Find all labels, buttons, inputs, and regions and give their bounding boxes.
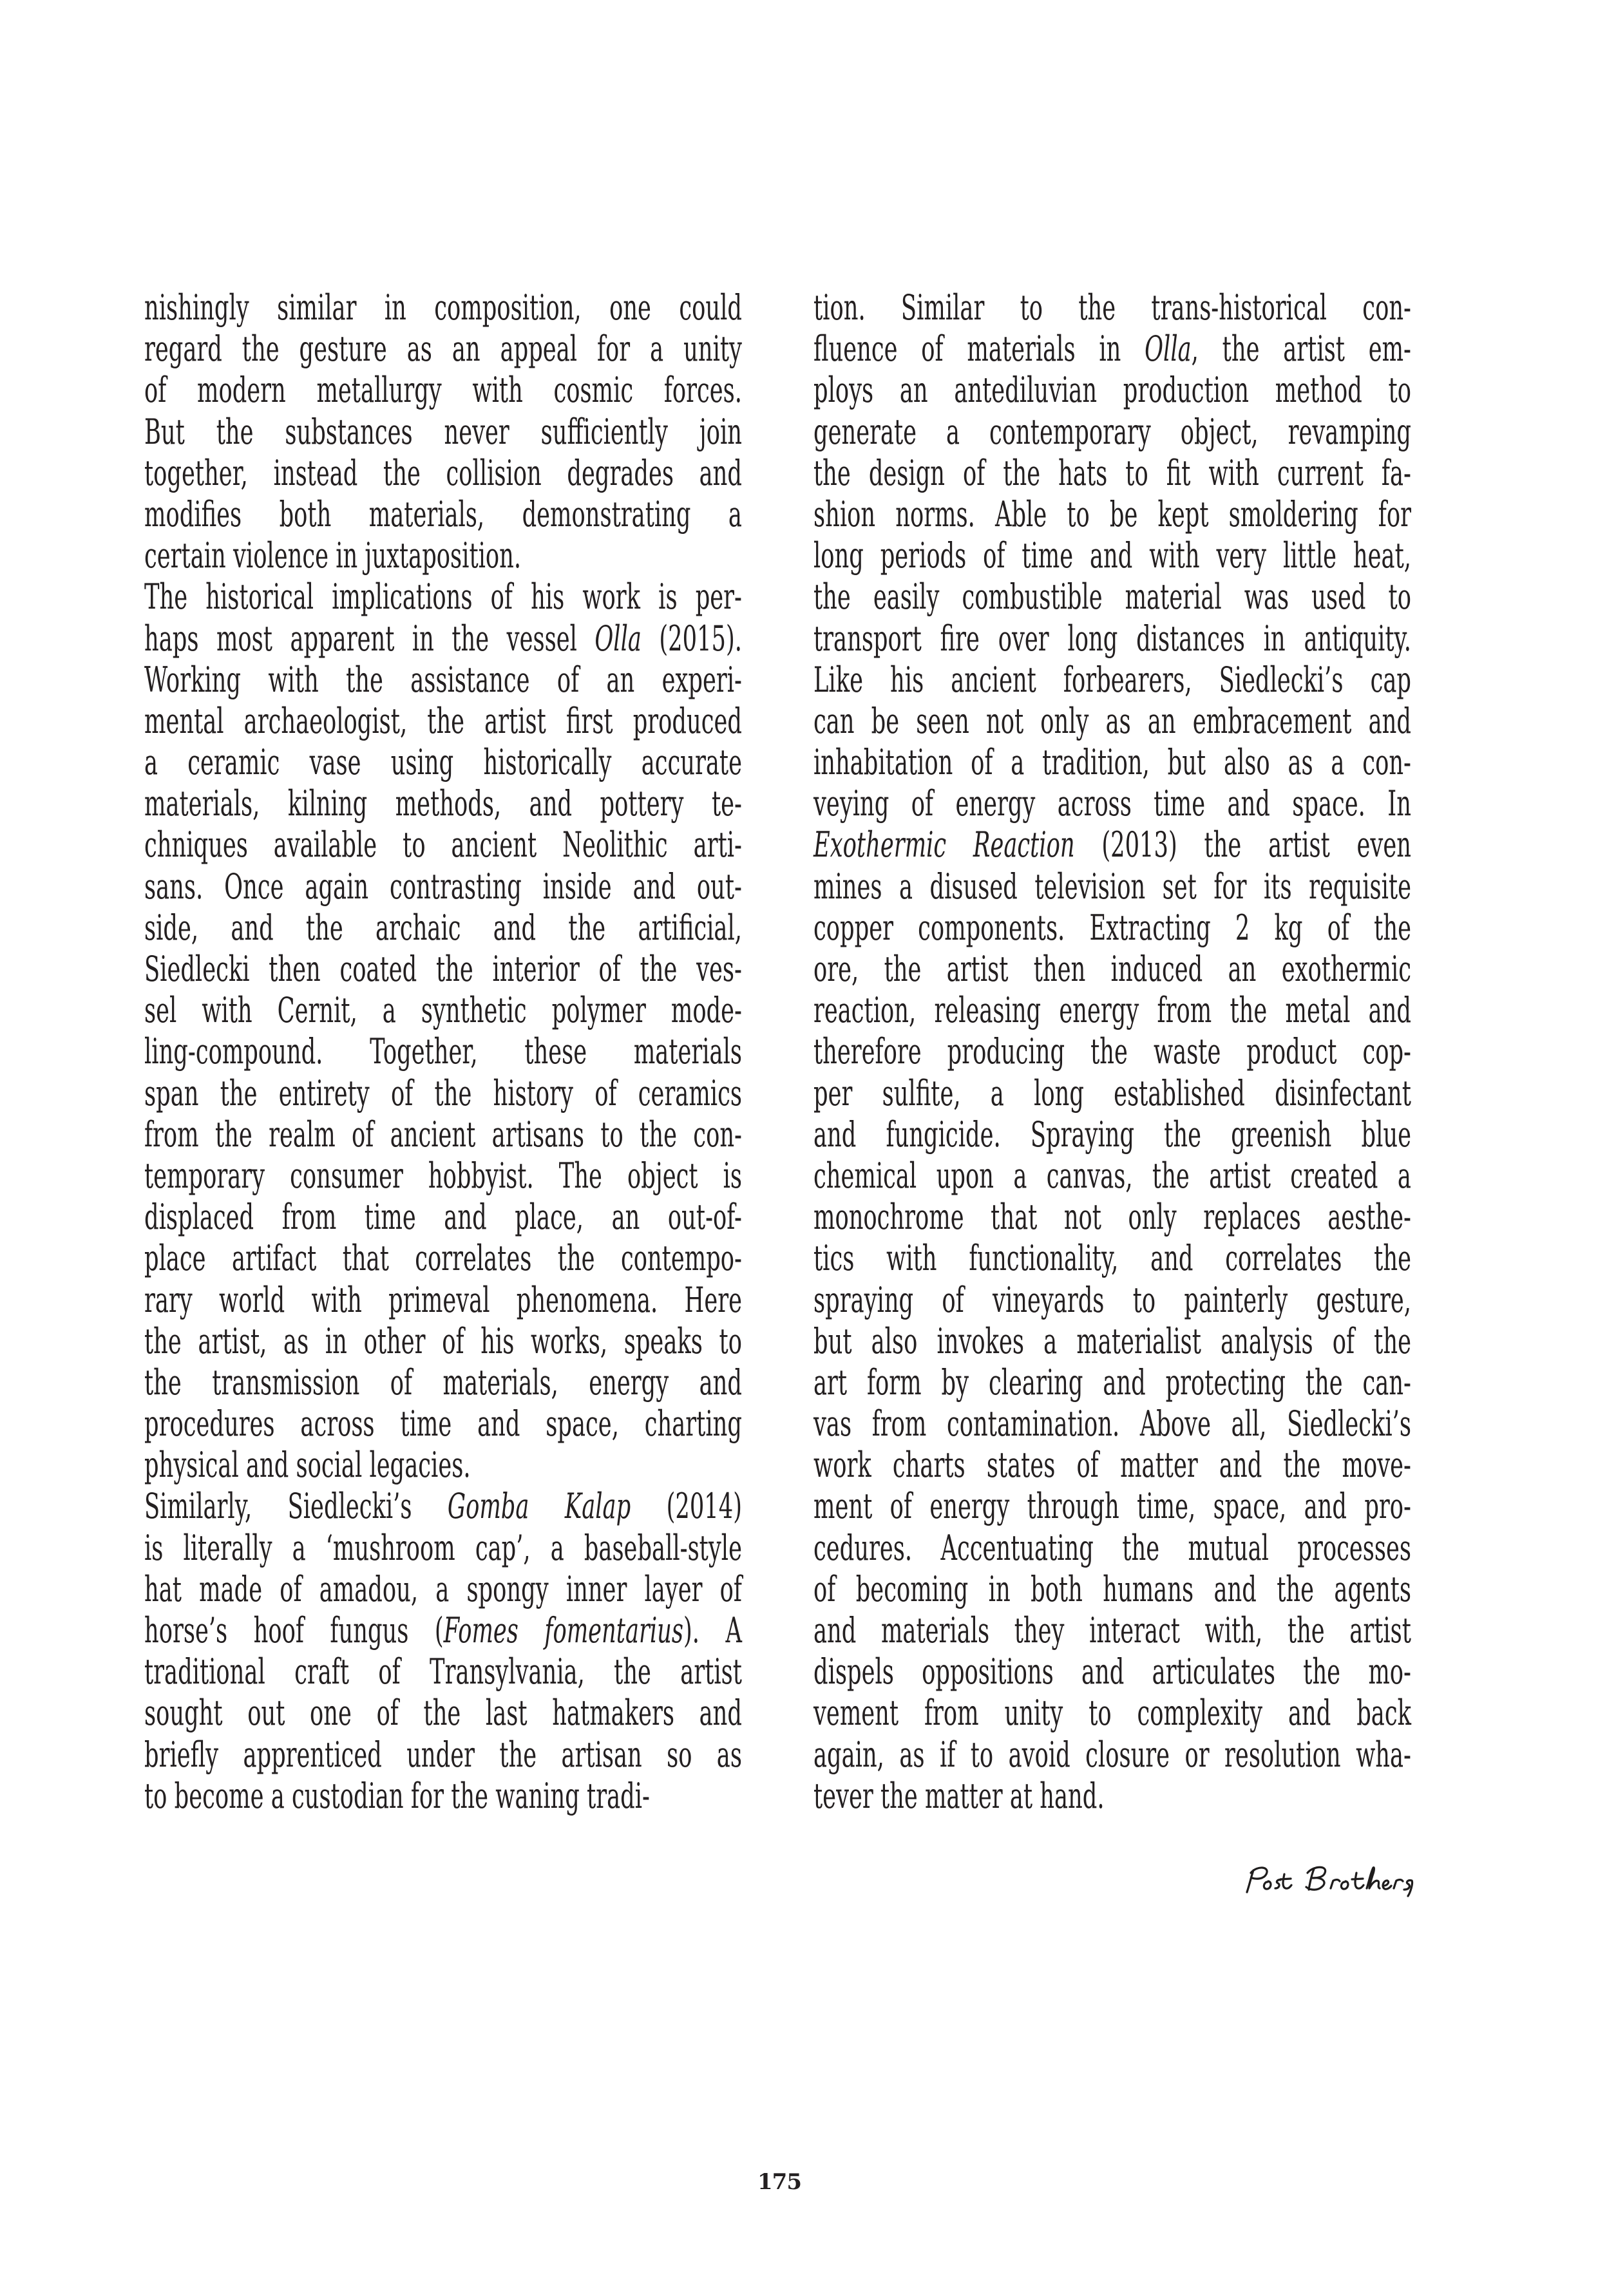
text-run: spraying of vineyards to painterly gesture, [813,1279,1411,1320]
text-run: copper components. Extracting 2 kg of the [813,907,1411,948]
text-run: physical and social legacies. [144,1445,471,1486]
text-run: sel with Cernit, a synthetic polymer mode- [144,990,742,1031]
text-run: procedures across time and space, charting [144,1403,742,1445]
text-run: ). A [683,1610,742,1651]
text-line [144,1528,742,1569]
text-run: cedures. Accentuating the mutual processes [813,1527,1411,1568]
text-line [813,576,1411,618]
text-run: horse’s hoof fungus ( [144,1610,444,1651]
text-run: span the entirety of the history of ceramics [144,1072,742,1114]
text-line [144,1114,742,1155]
text-run: tion. Similar to the trans-historical con- [813,287,1411,328]
text-run: chemical upon a canvas, the artist created a [813,1155,1411,1196]
text-line [144,1734,742,1776]
text-run: But the substances never sufficiently join [144,411,742,452]
text-run: tics with functionality, and correlates the [813,1238,1411,1279]
text-run: art form by clearing and protecting the can- [813,1361,1411,1403]
text-line [144,1569,742,1610]
text-line [813,1114,1411,1155]
text-run: mental archaeologist, the artist first produced [144,700,742,741]
text-line [813,1528,1411,1569]
text-run: place artifact that correlates the contempo- [144,1238,742,1279]
text-run: The historical implications of his work is per- [144,576,742,618]
text-line [813,535,1411,576]
text-run: dispels oppositions and articulates the mo- [813,1651,1411,1693]
text-run: Siedlecki then coated the interior of the ves- [144,949,742,989]
text-run: the easily combustible material was used to [813,576,1411,618]
text-line [144,370,742,411]
text-line [144,659,742,701]
text-line [813,618,1411,659]
text-run: tever the matter at hand. [813,1775,1105,1816]
text-line [813,1197,1411,1238]
text-line [813,1155,1411,1197]
text-run: is literally a ‘mushroom cap’, a baseball-style [144,1527,742,1568]
text-run: generate a contemporary object, revamping [813,411,1411,452]
signature-script-icon [1242,1860,1416,1899]
text-column-right [813,287,1607,1817]
text-run: of modern metallurgy with cosmic forces. [144,370,742,411]
text-run: of becoming in both humans and the agents [813,1568,1411,1609]
text-line [813,494,1411,535]
text-line [813,1362,1411,1403]
text-run: veying of energy across time and space. In [813,783,1411,824]
text-line [813,1651,1411,1693]
text-run: traditional craft of Transylvania, the artist [144,1651,742,1693]
text-run: (2013) the artist even [1074,824,1411,866]
text-run: long periods of time and with very little heat, [813,535,1411,576]
text-run: mines a disused television set for its requisite [813,866,1411,907]
text-line [144,412,742,453]
text-line [144,949,742,990]
text-line [144,866,742,907]
text-line [144,1280,742,1321]
text-line [144,1197,742,1238]
text-line [144,1155,742,1197]
text-line [813,287,1411,328]
author-signature [1242,1860,1416,1899]
text-run: shion norms. Able to be kept smoldering for [813,493,1411,535]
text-run: certain violence in juxtaposition. [144,535,522,576]
text-line [813,907,1411,949]
text-run: (2015). [641,618,742,659]
text-run: sought out one of the last hatmakers and [144,1693,742,1734]
text-line [813,1776,1411,1817]
text-line [144,1073,742,1114]
text-run: side, and the archaic and the artificial, [144,907,742,948]
text-run: can be seen not only as an embracement and [813,700,1411,741]
text-line [144,1403,742,1445]
text-run: but also invokes a materialist analysis of the [813,1320,1411,1361]
text-line [813,1403,1411,1445]
text-run: modifies both materials, demonstrating a [144,493,742,535]
text-line [144,990,742,1031]
text-run: a ceramic vase using historically accurate [144,742,742,783]
text-run: from the realm of ancient artisans to the con- [144,1114,742,1155]
text-run: vas from contamination. Above all, Siedlecki’s [813,1403,1411,1445]
text-line [813,1486,1411,1527]
text-run: Similarly, Siedlecki’s [144,1486,448,1527]
text-line [813,1031,1411,1072]
text-line [144,453,742,494]
text-run: ploys an antediluvian production method to [813,370,1411,411]
text-run: ling-compound. Together, these materials [144,1031,742,1072]
text-line [144,1238,742,1279]
text-line [813,866,1411,907]
text-run: to become a custodian for the waning tradi- [144,1775,650,1816]
text-line [813,659,1411,701]
text-run: therefore producing the waste product cop- [813,1031,1411,1072]
italic-title: Olla [1145,328,1192,370]
text-run: ore, the artist then induced an exothermic [813,949,1411,989]
text-run: per sulfite, a long established disinfectant [813,1072,1411,1114]
text-run: and fungicide. Spraying the greenish blue [813,1114,1411,1155]
text-line [144,328,742,370]
italic-title: Exothermic Reaction [813,824,1075,866]
text-line [144,1031,742,1072]
text-line [813,370,1411,411]
text-line [144,494,742,535]
text-line [144,783,742,824]
text-line [813,1073,1411,1114]
text-line [813,783,1411,824]
text-run: nishingly similar in composition, one could [144,287,742,328]
text-run: monochrome that not only replaces aesthe- [813,1197,1411,1238]
text-line [813,1238,1411,1279]
text-line [144,1776,742,1817]
text-run: vement from unity to complexity and back [813,1693,1411,1734]
text-line [144,701,742,742]
text-line [813,1445,1411,1486]
text-line [144,1610,742,1651]
text-line [813,742,1411,783]
text-run: and materials they interact with, the artist [813,1610,1411,1651]
text-run: together, instead the collision degrades and [144,452,742,493]
italic-title: Gomba Kalap [447,1486,631,1527]
text-run: inhabitation of a tradition, but also as a con- [813,742,1411,783]
text-run: regard the gesture as an appeal for a unity [144,328,742,370]
text-run: , the artist em- [1191,328,1411,370]
text-line [813,1734,1411,1776]
text-run: sans. Once again contrasting inside and out- [144,866,742,907]
text-run: Like his ancient forbearers, Siedlecki’s cap [813,659,1411,700]
text-run: work charts states of matter and the move- [813,1445,1411,1486]
text-run: briefly apprenticed under the artisan so as [144,1734,742,1775]
text-run: ment of energy through time, space, and pro- [813,1486,1411,1527]
text-run: chniques available to ancient Neolithic arti- [144,824,742,866]
text-line [813,701,1411,742]
text-line [813,412,1411,453]
text-line [813,1610,1411,1651]
text-run: Working with the assistance of an experi- [144,659,742,700]
text-line [813,328,1411,370]
text-line [144,742,742,783]
text-line [144,1651,742,1693]
italic-title: Fomes fomentarius [443,1610,683,1651]
text-run: displaced from time and place, an out-of- [144,1197,742,1238]
text-line [144,576,742,618]
text-run: reaction, releasing energy from the metal and [813,990,1411,1031]
text-line [813,1693,1411,1734]
text-line [144,1321,742,1362]
text-line [144,618,742,659]
text-line [813,949,1411,990]
text-run: temporary consumer hobbyist. The object is [144,1155,742,1196]
text-line [813,1321,1411,1362]
text-run: rary world with primeval phenomena. Here [144,1279,742,1320]
text-run: hat made of amadou, a spongy inner layer of [144,1568,742,1609]
text-line [144,1362,742,1403]
text-line [144,824,742,866]
text-line [813,1280,1411,1321]
text-run: (2014) [631,1486,742,1527]
text-run: again, as if to avoid closure or resolution wha- [813,1734,1411,1775]
text-line [813,453,1411,494]
text-line [813,1569,1411,1610]
page-number: 175 [757,2169,801,2195]
text-run: transport fire over long distances in antiquity. [813,618,1411,659]
text-run: materials, kilning methods, and pottery te- [144,783,742,824]
text-run: the artist, as in other of his works, speaks to [144,1320,742,1361]
text-line [144,535,742,576]
text-line [813,824,1411,866]
text-run: the design of the hats to fit with current fa- [813,452,1411,493]
italic-title: Olla [594,618,642,659]
text-run: the transmission of materials, energy and [144,1361,742,1403]
text-run: haps most apparent in the vessel [144,618,595,659]
text-run: fluence of materials in [813,328,1145,370]
text-line [144,907,742,949]
text-line [813,990,1411,1031]
text-line [144,287,742,328]
text-line [144,1693,742,1734]
text-line [144,1445,742,1486]
text-line [144,1486,742,1527]
